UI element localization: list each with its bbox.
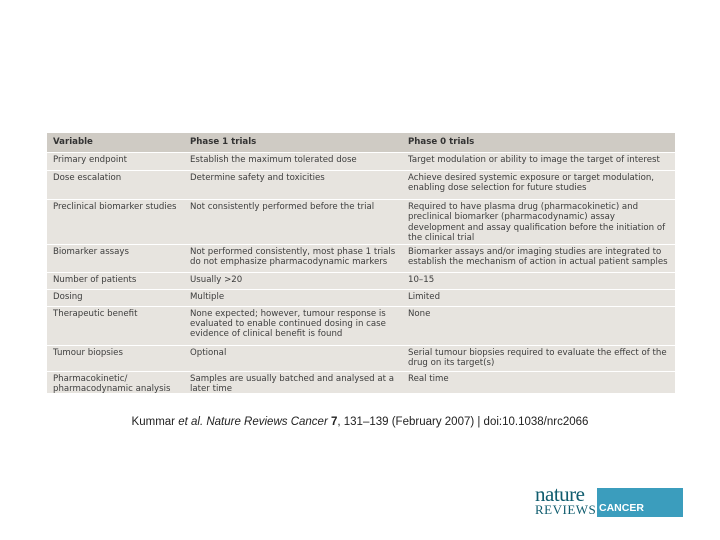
logo-cancer-text: CANCER bbox=[599, 502, 644, 514]
table-cell: Preclinical biomarker studies bbox=[47, 200, 184, 245]
citation-authors: Kummar bbox=[131, 416, 179, 428]
table-cell: Biomarker assays bbox=[47, 244, 184, 272]
table-cell: Optional bbox=[184, 345, 402, 371]
table-header-row bbox=[47, 133, 675, 153]
citation-journal: Nature Reviews Cancer bbox=[203, 416, 328, 428]
table-row bbox=[47, 171, 675, 200]
table-cell: Not performed consistently, most phase 1 trials do not emphasize pharmacodynamic markers bbox=[184, 244, 402, 272]
phase-trials-table bbox=[47, 133, 675, 401]
header-phase1: Phase 1 trials bbox=[184, 133, 402, 153]
table-cell: Target modulation or ability to image the target of interest bbox=[402, 153, 675, 171]
table-cell: Therapeutic benefit bbox=[47, 306, 184, 345]
table-cell: Dosing bbox=[47, 289, 184, 306]
table-cell: Achieve desired systemic exposure or target modulation, enabling dose selection for future studies bbox=[402, 171, 675, 200]
header-variable: Variable bbox=[47, 133, 184, 153]
table-row bbox=[47, 345, 675, 371]
table-row bbox=[47, 244, 675, 272]
table-row bbox=[47, 289, 675, 306]
table-cell: Determine safety and toxicities bbox=[184, 171, 402, 200]
logo-reviews-text: REVIEWS bbox=[535, 502, 597, 517]
citation-details: , 131–139 (February 2007) | doi:10.1038/nrc2066 bbox=[337, 416, 589, 428]
header-phase0: Phase 0 trials bbox=[402, 133, 675, 153]
table-cell: Usually >20 bbox=[184, 272, 402, 289]
table-row bbox=[47, 371, 675, 401]
table-cell: Primary endpoint bbox=[47, 153, 184, 171]
table-cell: Required to have plasma drug (pharmacokinetic) and preclinical biomarker (pharmacodynamic) assay development and assay qualification before the initiation of the clinical trial bbox=[402, 200, 675, 245]
table-row bbox=[47, 153, 675, 171]
citation-etal: et al. bbox=[178, 416, 204, 428]
comparison-table bbox=[47, 133, 675, 393]
nature-reviews-cancer-logo bbox=[535, 482, 683, 517]
table-cell: Establish the maximum tolerated dose bbox=[184, 153, 402, 171]
table-cell: Biomarker assays and/or imaging studies are integrated to establish the mechanism of action in actual patient samples bbox=[402, 244, 675, 272]
table-row bbox=[47, 200, 675, 245]
table-cell: Samples are usually batched and analysed at a later time bbox=[184, 371, 402, 401]
table-cell: None expected; however, tumour response is evaluated to enable continued dosing in case evidence of clinical benefit is found bbox=[184, 306, 402, 345]
table-cell: Serial tumour biopsies required to evaluate the effect of the drug on its target(s) bbox=[402, 345, 675, 371]
table-cell: Limited bbox=[402, 289, 675, 306]
table-cell: Pharmacokinetic/ pharmacodynamic analysis bbox=[47, 371, 184, 401]
table-cell: 10–15 bbox=[402, 272, 675, 289]
table-cell: Number of patients bbox=[47, 272, 184, 289]
table-cell: Tumour biopsies bbox=[47, 345, 184, 371]
table-row bbox=[47, 306, 675, 345]
table-cell: Multiple bbox=[184, 289, 402, 306]
logo-nature-text: nature bbox=[535, 482, 585, 506]
citation-volume: 7 bbox=[327, 416, 338, 428]
table-cell: Dose escalation bbox=[47, 171, 184, 200]
table-cell: Not consistently performed before the trial bbox=[184, 200, 402, 245]
table-cell: None bbox=[402, 306, 675, 345]
citation bbox=[0, 416, 720, 428]
table-row bbox=[47, 272, 675, 289]
table-cell: Real time bbox=[402, 371, 675, 401]
